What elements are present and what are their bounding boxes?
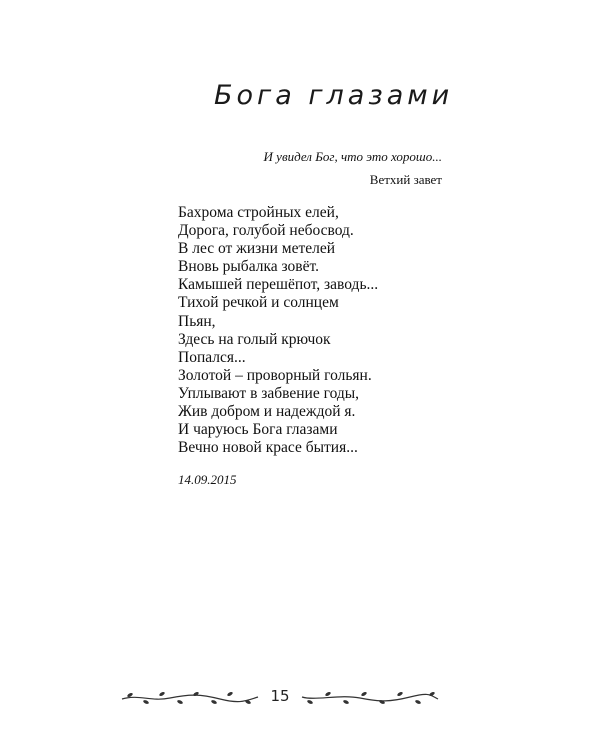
poem-line: Дорога, голубой небосвод. <box>178 222 354 240</box>
poem-title: Бога глазами <box>214 80 454 111</box>
poem-line: Уплывают в забвение годы, <box>178 384 360 402</box>
poem-line: Попался... <box>178 348 246 366</box>
vine-ornament-left <box>120 688 260 708</box>
poem-line: Золотой – проворный гольян. <box>178 366 372 384</box>
poem-body <box>178 204 378 457</box>
page-number: 15 <box>270 687 290 705</box>
poem-line: Бахрома стройных елей, <box>178 204 339 221</box>
poem-date: 14.09.2015 <box>178 472 237 487</box>
poem-line: И чаруюсь Бога глазами <box>178 421 338 439</box>
poem-line: Камышей перешёпот, заводь... <box>178 276 379 294</box>
poem-line: Здесь на голый крючок <box>178 330 331 348</box>
poem-line: Вечно новой красе бытия... <box>178 439 358 457</box>
epigraph-source: Ветхий завет <box>369 172 442 187</box>
poem-line: Тихой речкой и солнцем <box>178 294 339 312</box>
poem-line: Вновь рыбалка зовёт. <box>178 258 319 276</box>
poem-line: Пьян, <box>178 312 216 330</box>
poem-line: В лес от жизни метелей <box>178 240 336 258</box>
poem-line: Жив добром и надеждой я. <box>178 403 356 421</box>
epigraph-text: И увидел Бог, что это хорошо... <box>263 149 442 164</box>
vine-ornament-right <box>300 688 440 708</box>
